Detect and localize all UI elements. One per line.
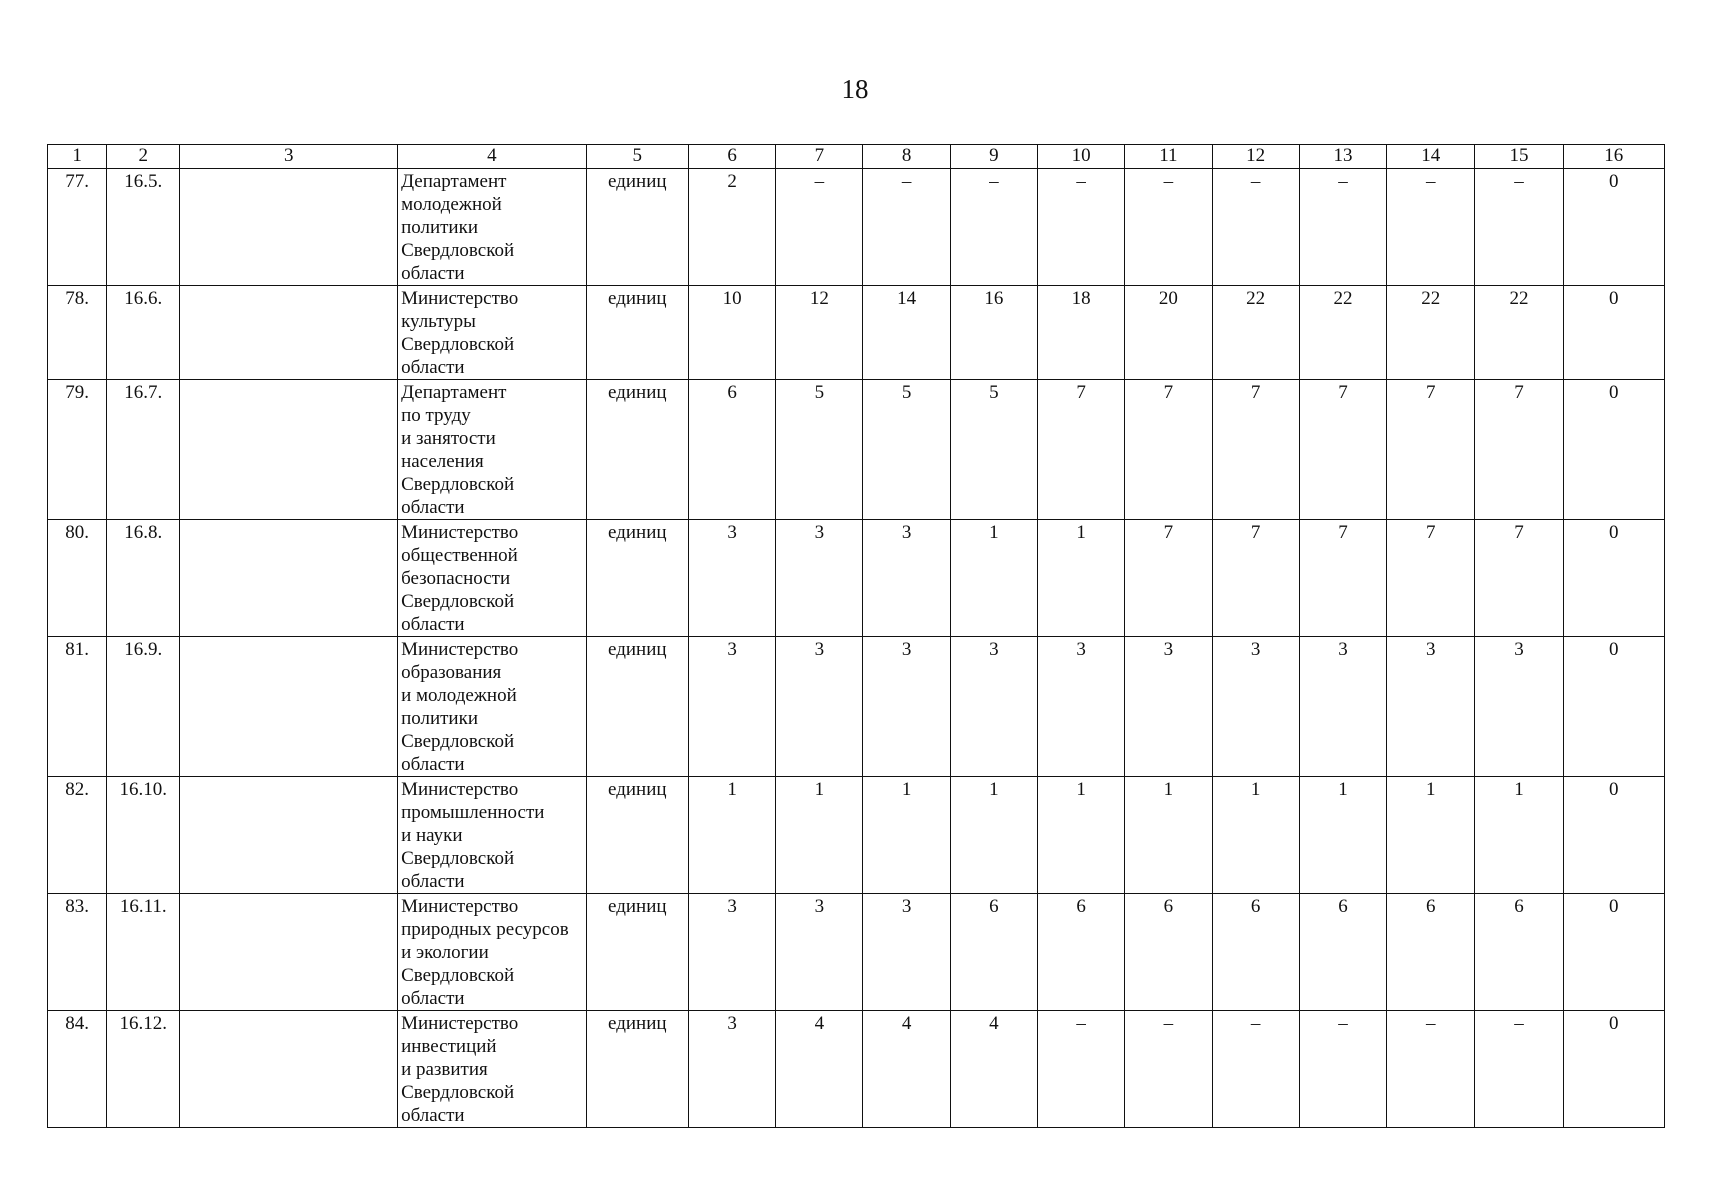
code-cell: 16.7.	[107, 380, 180, 520]
value-cell: –	[1125, 169, 1212, 286]
value-cell: 3	[863, 637, 950, 777]
column-header: 13	[1299, 145, 1386, 169]
column-header: 6	[688, 145, 775, 169]
value-cell: 5	[863, 380, 950, 520]
value-cell: 7	[1387, 520, 1475, 637]
value-cell: 3	[688, 894, 775, 1011]
organization-cell: Министерство инвестиций и развития Свердловской области	[398, 1011, 587, 1128]
column-header: 7	[776, 145, 863, 169]
value-cell: 14	[863, 286, 950, 380]
value-cell: 3	[776, 894, 863, 1011]
header-row	[48, 145, 1665, 169]
value-cell: –	[863, 169, 950, 286]
value-cell: 0	[1563, 286, 1664, 380]
name-cell	[180, 894, 398, 1011]
value-cell: 4	[950, 1011, 1037, 1128]
value-cell: 3	[688, 637, 775, 777]
value-cell: 1	[1038, 777, 1125, 894]
unit-cell: единиц	[586, 1011, 688, 1128]
value-cell: 3	[950, 637, 1037, 777]
value-cell: 3	[863, 894, 950, 1011]
unit-cell: единиц	[586, 286, 688, 380]
value-cell: 18	[1038, 286, 1125, 380]
column-header: 3	[180, 145, 398, 169]
value-cell: 7	[1038, 380, 1125, 520]
value-cell: 0	[1563, 520, 1664, 637]
row-number-cell: 81.	[48, 637, 107, 777]
table-row	[48, 894, 1665, 1011]
value-cell: 3	[1038, 637, 1125, 777]
table-body	[48, 169, 1665, 1128]
value-cell: 1	[950, 777, 1037, 894]
name-cell	[180, 286, 398, 380]
value-cell: 1	[863, 777, 950, 894]
column-header: 1	[48, 145, 107, 169]
value-cell: 1	[1299, 777, 1386, 894]
data-table	[47, 144, 1665, 1128]
code-cell: 16.11.	[107, 894, 180, 1011]
name-cell	[180, 520, 398, 637]
table-header	[48, 145, 1665, 169]
column-header: 9	[950, 145, 1037, 169]
value-cell: 6	[1125, 894, 1212, 1011]
value-cell: 0	[1563, 1011, 1664, 1128]
row-number-cell: 77.	[48, 169, 107, 286]
value-cell: 10	[688, 286, 775, 380]
value-cell: 3	[1125, 637, 1212, 777]
value-cell: 12	[776, 286, 863, 380]
organization-cell: Департамент по труду и занятости населения Свердловской области	[398, 380, 587, 520]
row-number-cell: 80.	[48, 520, 107, 637]
organization-cell: Министерство природных ресурсов и экологии Свердловской области	[398, 894, 587, 1011]
value-cell: –	[1125, 1011, 1212, 1128]
value-cell: 3	[1299, 637, 1386, 777]
value-cell: –	[1299, 169, 1386, 286]
value-cell: 3	[1475, 637, 1563, 777]
value-cell: 22	[1387, 286, 1475, 380]
value-cell: 1	[776, 777, 863, 894]
value-cell: –	[1212, 1011, 1299, 1128]
name-cell	[180, 169, 398, 286]
unit-cell: единиц	[586, 380, 688, 520]
organization-cell: Департамент молодежной политики Свердловской области	[398, 169, 587, 286]
name-cell	[180, 777, 398, 894]
value-cell: 6	[1212, 894, 1299, 1011]
row-number-cell: 83.	[48, 894, 107, 1011]
column-header: 10	[1038, 145, 1125, 169]
value-cell: 7	[1125, 380, 1212, 520]
table-row	[48, 637, 1665, 777]
code-cell: 16.10.	[107, 777, 180, 894]
value-cell: –	[1387, 169, 1475, 286]
value-cell: 0	[1563, 380, 1664, 520]
value-cell: –	[1038, 1011, 1125, 1128]
table-row	[48, 1011, 1665, 1128]
value-cell: 3	[1212, 637, 1299, 777]
column-header: 16	[1563, 145, 1664, 169]
value-cell: –	[1475, 1011, 1563, 1128]
value-cell: 6	[1475, 894, 1563, 1011]
value-cell: 6	[688, 380, 775, 520]
value-cell: 3	[1387, 637, 1475, 777]
value-cell: 6	[1038, 894, 1125, 1011]
table-row	[48, 777, 1665, 894]
value-cell: 1	[1212, 777, 1299, 894]
unit-cell: единиц	[586, 169, 688, 286]
value-cell: 22	[1299, 286, 1386, 380]
value-cell: –	[1038, 169, 1125, 286]
value-cell: –	[1212, 169, 1299, 286]
row-number-cell: 78.	[48, 286, 107, 380]
value-cell: 7	[1212, 520, 1299, 637]
organization-cell: Министерство общественной безопасности Свердловской области	[398, 520, 587, 637]
value-cell: 0	[1563, 894, 1664, 1011]
value-cell: 0	[1563, 169, 1664, 286]
column-header: 5	[586, 145, 688, 169]
value-cell: 3	[688, 1011, 775, 1128]
column-header: 2	[107, 145, 180, 169]
value-cell: –	[1299, 1011, 1386, 1128]
code-cell: 16.5.	[107, 169, 180, 286]
row-number-cell: 84.	[48, 1011, 107, 1128]
page-number: 18	[841, 74, 869, 104]
value-cell: 20	[1125, 286, 1212, 380]
value-cell: –	[1387, 1011, 1475, 1128]
name-cell	[180, 1011, 398, 1128]
organization-cell: Министерство культуры Свердловской области	[398, 286, 587, 380]
column-header: 4	[398, 145, 587, 169]
unit-cell: единиц	[586, 520, 688, 637]
row-number-cell: 82.	[48, 777, 107, 894]
value-cell: 7	[1475, 520, 1563, 637]
table-row	[48, 380, 1665, 520]
value-cell: 3	[863, 520, 950, 637]
value-cell: 5	[776, 380, 863, 520]
value-cell: 6	[1387, 894, 1475, 1011]
code-cell: 16.8.	[107, 520, 180, 637]
unit-cell: единиц	[586, 894, 688, 1011]
value-cell: 0	[1563, 777, 1664, 894]
value-cell: –	[776, 169, 863, 286]
value-cell: 3	[776, 637, 863, 777]
name-cell	[180, 637, 398, 777]
table-row	[48, 286, 1665, 380]
organization-cell: Министерство промышленности и науки Свердловской области	[398, 777, 587, 894]
column-header: 15	[1475, 145, 1563, 169]
column-header: 8	[863, 145, 950, 169]
value-cell: 7	[1299, 380, 1386, 520]
value-cell: 3	[688, 520, 775, 637]
table-row	[48, 169, 1665, 286]
value-cell: 7	[1387, 380, 1475, 520]
unit-cell: единиц	[586, 637, 688, 777]
value-cell: 1	[1125, 777, 1212, 894]
organization-cell: Министерство образования и молодежной политики Свердловской области	[398, 637, 587, 777]
value-cell: 7	[1212, 380, 1299, 520]
row-number-cell: 79.	[48, 380, 107, 520]
value-cell: 5	[950, 380, 1037, 520]
value-cell: –	[1475, 169, 1563, 286]
value-cell: 4	[863, 1011, 950, 1128]
value-cell: 22	[1475, 286, 1563, 380]
value-cell: 0	[1563, 637, 1664, 777]
value-cell: 1	[950, 520, 1037, 637]
value-cell: 3	[776, 520, 863, 637]
table-row	[48, 520, 1665, 637]
value-cell: 7	[1299, 520, 1386, 637]
code-cell: 16.6.	[107, 286, 180, 380]
column-header: 11	[1125, 145, 1212, 169]
column-header: 12	[1212, 145, 1299, 169]
value-cell: 1	[688, 777, 775, 894]
value-cell: 22	[1212, 286, 1299, 380]
value-cell: 2	[688, 169, 775, 286]
value-cell: 6	[1299, 894, 1386, 1011]
value-cell: 7	[1475, 380, 1563, 520]
code-cell: 16.9.	[107, 637, 180, 777]
value-cell: 7	[1125, 520, 1212, 637]
value-cell: 1	[1038, 520, 1125, 637]
name-cell	[180, 380, 398, 520]
value-cell: 16	[950, 286, 1037, 380]
value-cell: 4	[776, 1011, 863, 1128]
value-cell: 1	[1387, 777, 1475, 894]
column-header: 14	[1387, 145, 1475, 169]
value-cell: 6	[950, 894, 1037, 1011]
value-cell: –	[950, 169, 1037, 286]
value-cell: 1	[1475, 777, 1563, 894]
unit-cell: единиц	[586, 777, 688, 894]
code-cell: 16.12.	[107, 1011, 180, 1128]
